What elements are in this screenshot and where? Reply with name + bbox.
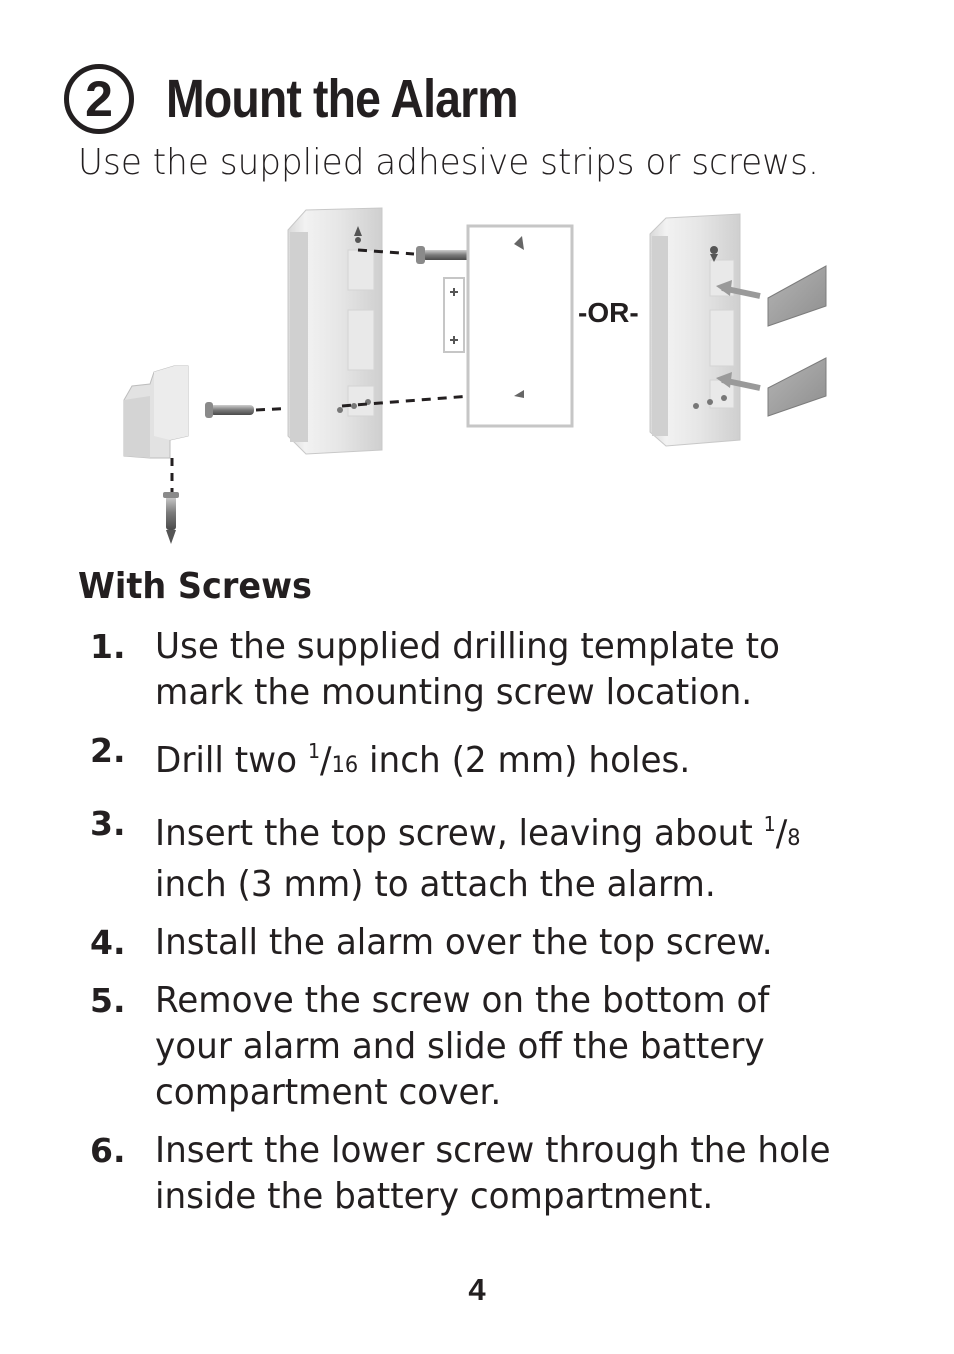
step-line: your alarm and slide off the battery <box>155 1026 765 1067</box>
steps-list <box>90 624 880 1232</box>
step-number: 4. <box>90 923 126 962</box>
step-text <box>155 1128 844 1220</box>
step-line: Use the supplied drilling template to <box>155 626 780 667</box>
intro-text: Use the supplied adhesive strips or screws. <box>78 142 819 183</box>
step-number: 2. <box>90 731 126 770</box>
step-text: Insert the top screw, leaving about $^1$/8 inch (3 mm) to attach the alarm. <box>155 812 801 905</box>
list-item <box>90 624 880 716</box>
step-text <box>155 978 844 1116</box>
step-line: inch (2 mm) holes. <box>358 740 691 781</box>
step-number-badge: 2 <box>64 64 134 134</box>
step-text <box>155 624 844 716</box>
step-line: Insert the top screw, leaving about <box>155 813 764 854</box>
alarm-unit-left <box>288 208 382 454</box>
step-text: Drill two $^1$/16 inch (2 mm) holes. <box>155 739 691 781</box>
page-title: Mount the Alarm <box>166 69 518 129</box>
step-line: Remove the screw on the bottom of <box>155 980 770 1021</box>
list-item <box>90 978 880 1116</box>
step-line: compartment cover. <box>155 1072 502 1113</box>
step-line: mark the mounting screw location. <box>155 672 753 713</box>
step-line: inch (3 mm) to attach the alarm. <box>155 864 716 905</box>
or-label: -OR- <box>578 297 639 328</box>
step-line: Insert the lower screw through the hole <box>155 1130 831 1171</box>
step-line: inside the battery compartment. <box>155 1176 714 1217</box>
fraction-denominator: 8 <box>787 826 801 851</box>
list-item <box>90 801 880 908</box>
alarm-unit-right <box>650 214 740 446</box>
step-number: 5. <box>90 981 126 1020</box>
step-header <box>64 58 575 140</box>
mounting-illustration <box>110 200 850 560</box>
fraction-numerator: 1 <box>307 739 321 763</box>
step-number: 1. <box>90 627 126 666</box>
step-number: 6. <box>90 1131 126 1170</box>
bracket-screw <box>163 458 179 544</box>
list-item <box>90 728 880 789</box>
step-text <box>155 920 844 966</box>
section-heading-with-screws: With Screws <box>78 566 312 607</box>
page-number: 4 <box>468 1272 486 1307</box>
mounting-bracket <box>124 366 188 458</box>
step-line: Install the alarm over the top screw. <box>155 922 773 963</box>
lower-screw <box>205 402 296 418</box>
step-number: 3. <box>90 804 126 843</box>
step-line: Drill two <box>155 740 308 781</box>
list-item <box>90 920 880 966</box>
list-item <box>90 1128 880 1220</box>
fraction-denominator: 16 <box>331 753 359 778</box>
fraction-numerator: 1 <box>763 812 776 836</box>
